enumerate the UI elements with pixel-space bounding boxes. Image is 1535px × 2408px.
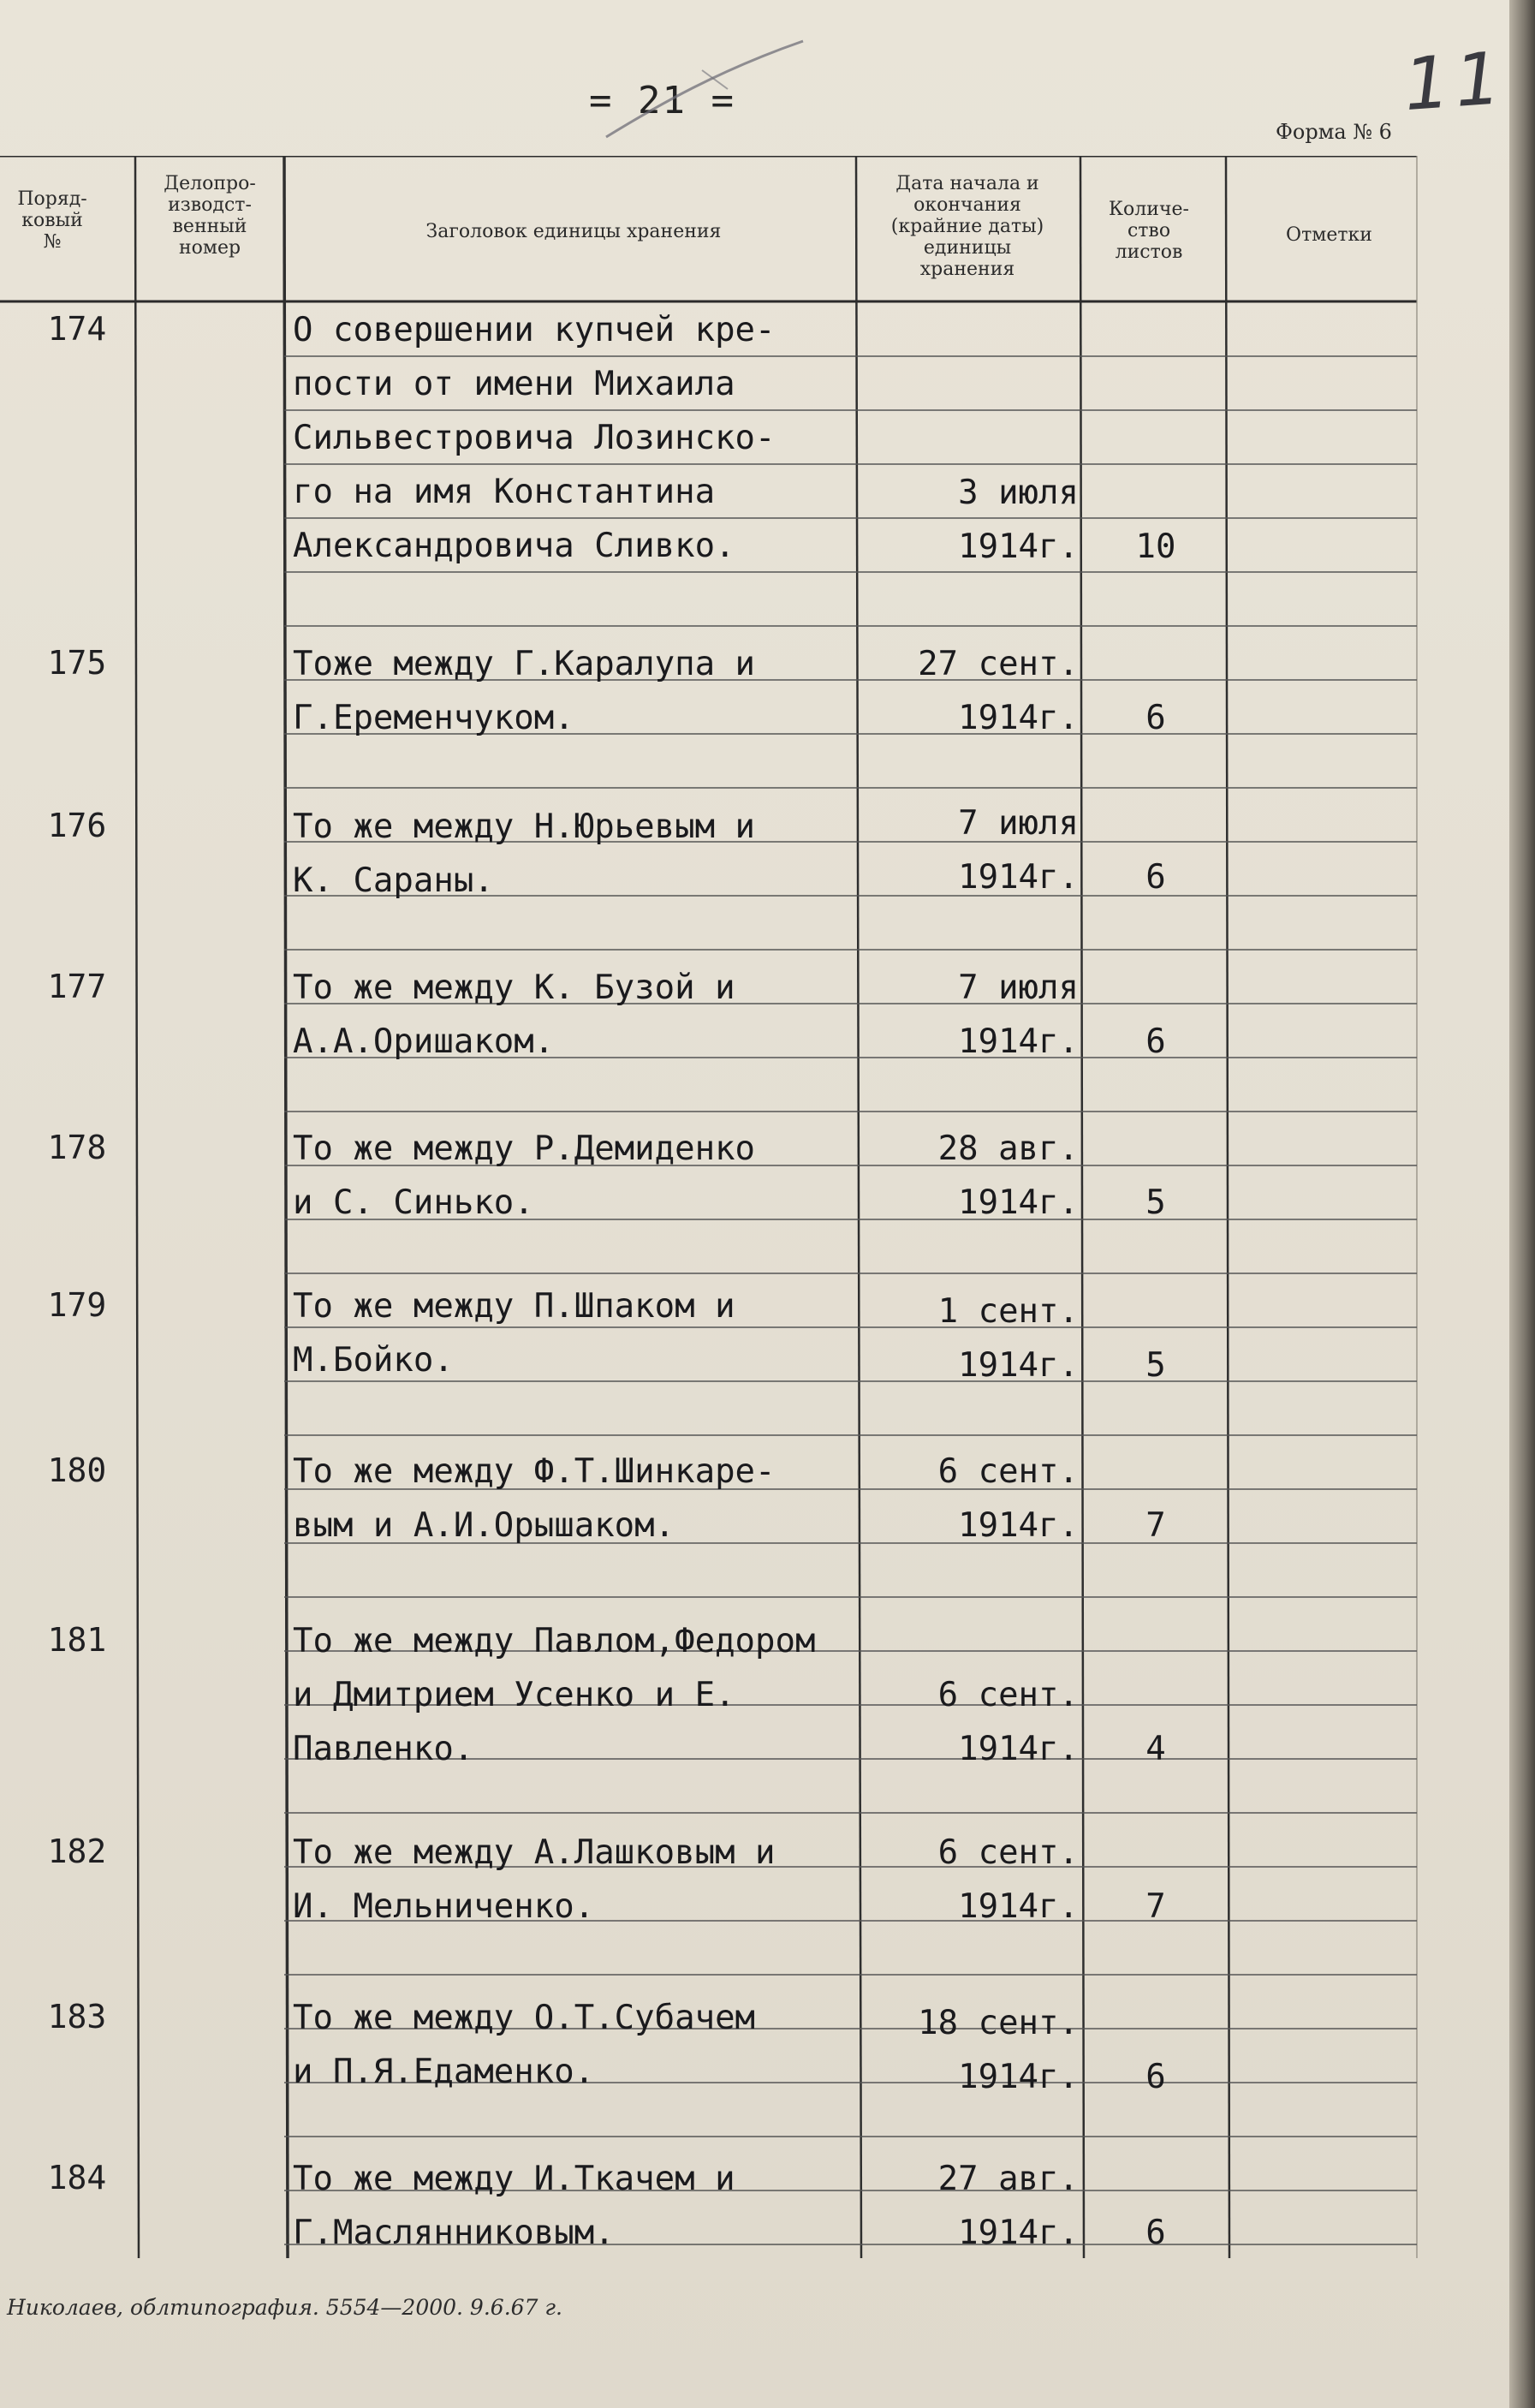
record-sheet-count: 6 <box>1145 2214 1166 2252</box>
record-dates: 3 июля 1914г. <box>958 474 1079 566</box>
pencil-strike-mark <box>599 36 813 147</box>
form-label: Форма № 6 <box>1276 120 1392 144</box>
column-header-office-number: Делопро- изводст- венный номер <box>164 173 256 259</box>
record-dates: 27 сент. 1914г. <box>918 645 1079 737</box>
record-sheet-count: 7 <box>1145 1887 1166 1926</box>
record-number: 180 <box>47 1451 107 1489</box>
record-sheet-count: 6 <box>1145 699 1166 737</box>
record-title: О совершении купчей кре- пости от имени Михаила Сильвестровича Лозинско- го на имя Константина Александровича Сливко. <box>293 311 776 565</box>
page-number: = 21 = <box>589 79 735 122</box>
column-header-sheets: Количе- ство листов <box>1109 199 1189 263</box>
record-title: То же между О.Т.Субачем и П.Я.Едаменко. <box>293 1999 756 2091</box>
record-sheet-count: 6 <box>1145 2058 1166 2096</box>
column-header-seq: Поряд- ковый № <box>17 188 87 253</box>
record-dates: 18 сент. 1914г. <box>918 2004 1079 2096</box>
record-dates: 7 июля 1914г. <box>958 804 1079 897</box>
record-number: 182 <box>47 1833 107 1870</box>
record-title: Тоже между Г.Каралупа и Г.Еременчуком. <box>293 645 756 737</box>
inventory-table <box>0 156 1535 2262</box>
record-number: 174 <box>47 310 107 348</box>
record-sheet-count: 10 <box>1135 527 1176 566</box>
record-number: 181 <box>47 1621 107 1659</box>
record-title: То же между Р.Демиденко и С. Синько. <box>293 1129 756 1222</box>
record-number: 177 <box>47 968 107 1005</box>
record-number: 175 <box>47 644 107 682</box>
record-number: 176 <box>47 807 107 844</box>
record-sheet-count: 6 <box>1145 1022 1166 1061</box>
record-dates: 27 авг. 1914г. <box>937 2160 1079 2252</box>
record-title: То же между П.Шпаком и М.Бойко. <box>293 1287 735 1380</box>
column-rule <box>1080 156 1084 2258</box>
record-dates: 6 сент. 1914г. <box>937 1833 1079 1926</box>
record-title: То же между Павлом,Федором и Дмитрием Усенко и Е. Павленко. <box>293 1622 816 1768</box>
printer-imprint: Николаев, облтипография. 5554—2000. 9.6.67 г. <box>7 2295 562 2320</box>
column-header-title: Заголовок единицы хранения <box>425 221 722 242</box>
record-sheet-count: 4 <box>1145 1730 1166 1768</box>
record-sheet-count: 5 <box>1145 1346 1166 1385</box>
column-rule <box>135 156 139 2258</box>
record-title: То же между К. Бузой и А.А.Оришаком. <box>293 969 735 1061</box>
record-dates: 6 сент. 1914г. <box>937 1452 1079 1545</box>
column-rule <box>1226 156 1229 2258</box>
record-sheet-count: 7 <box>1145 1506 1166 1545</box>
record-dates: 28 авг. 1914г. <box>937 1129 1079 1222</box>
record-dates: 6 сент. 1914г. <box>937 1676 1079 1768</box>
column-header-dates: Дата начала и окончания (крайние даты) единицы хранения <box>890 173 1044 280</box>
record-title: То же между И.Ткачем и Г.Маслянниковым. <box>293 2160 735 2252</box>
record-sheet-count: 5 <box>1145 1183 1166 1222</box>
record-number: 179 <box>47 1286 107 1324</box>
record-number: 184 <box>47 2159 107 2196</box>
record-dates: 1 сент. 1914г. <box>937 1292 1079 1385</box>
folio-number: 11 <box>1401 35 1509 128</box>
column-rule <box>284 156 288 2258</box>
record-number: 183 <box>47 1998 107 2035</box>
record-number: 178 <box>47 1129 107 1166</box>
record-title: То же между Ф.Т.Шинкаре- вым и А.И.Орышаком. <box>293 1452 776 1545</box>
record-title: То же между А.Лашковым и И. Мельниченко. <box>293 1833 776 1926</box>
record-sheet-count: 6 <box>1145 858 1166 897</box>
column-header-notes: Отметки <box>1286 224 1372 246</box>
record-title: То же между Н.Юрьевым и К. Сараны. <box>293 808 756 900</box>
record-dates: 7 июля 1914г. <box>958 969 1079 1061</box>
